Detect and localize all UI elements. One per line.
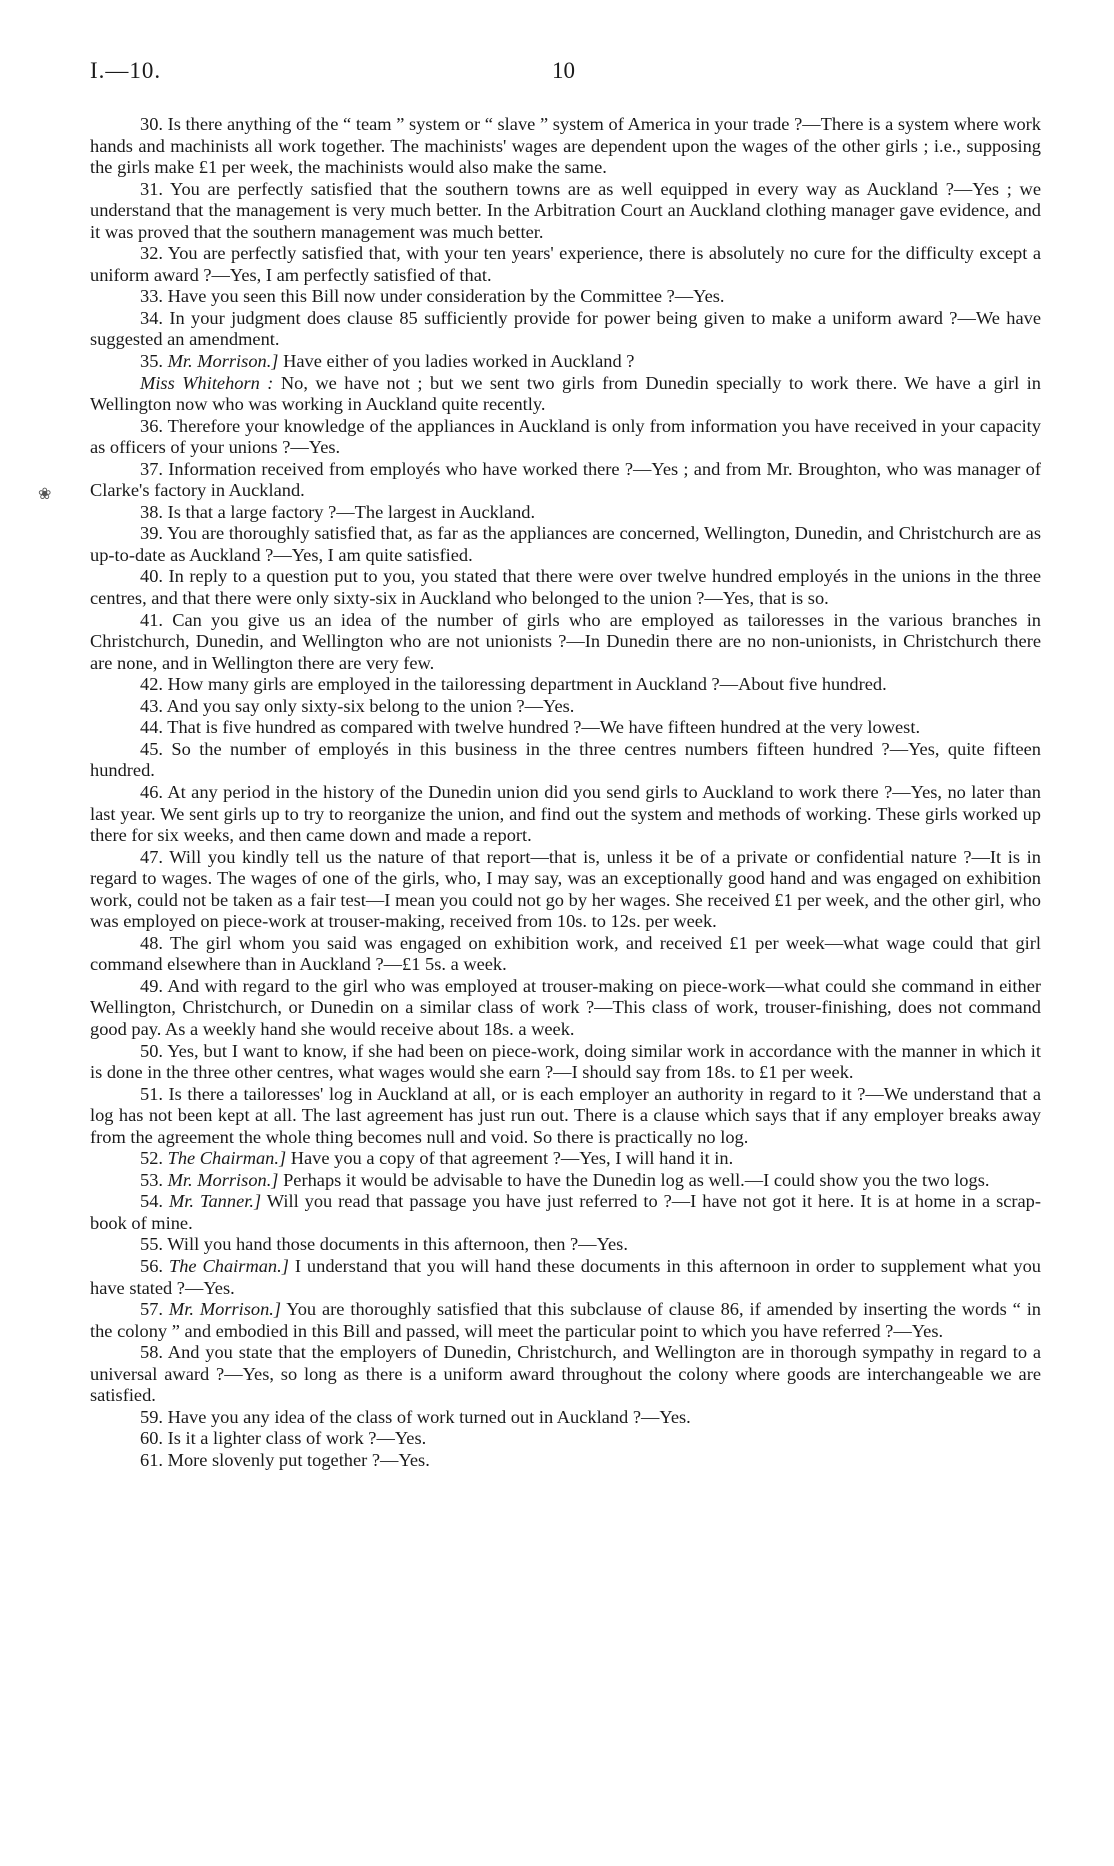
paragraph-text: 30. Is there anything of the “ team ” system or “ slave ” system of America in your trade ?—There is a system where work hands and machinists all work together. The machinists' wages are dependent upon the wages of the other girls ; i.e., supposing the girls make £1 per week, the machinists would also make the same. (90, 114, 1041, 178)
paragraph-text: 61. More slovenly put together ?—Yes. (140, 1449, 430, 1470)
paragraph-text: 35. (140, 351, 168, 372)
page-header (0, 58, 1114, 94)
evidence-paragraph (90, 114, 1041, 179)
paragraph-text: Will you read that passage you have just referred to ?—I have not got it here. It is at home in a scrap-book of mine. (90, 1191, 1041, 1233)
margin-mark-icon: ❀ (38, 486, 52, 503)
paragraph-text: 52. (140, 1148, 168, 1169)
evidence-paragraph (90, 847, 1041, 933)
paragraph-text: 43. And you say only sixty-six belong to the union ?—Yes. (140, 695, 575, 716)
speaker-name: Miss Whitehorn : (140, 372, 274, 393)
evidence-paragraph (90, 1234, 1041, 1256)
paragraph-text: 49. And with regard to the girl who was employed at trouser-making on piece-work—what could she command in either Wellington, Christchurch, or Dunedin on a similar class of work ?—This class of work, trouser-finishing, does not command good pay. As a weekly hand she would receive about 18s. a week. (90, 975, 1041, 1039)
evidence-paragraph (90, 1084, 1041, 1149)
paper-reference: I.—10. (90, 58, 162, 83)
evidence-paragraph (90, 1450, 1041, 1472)
speaker-name: Mr. Morrison.] (168, 1299, 282, 1320)
evidence-paragraph (90, 1256, 1041, 1299)
evidence-paragraph (90, 523, 1041, 566)
evidence-paragraph (90, 566, 1041, 609)
page-number: 10 (552, 58, 575, 83)
paragraph-text: 42. How many girls are employed in the tailoressing department in Auckland ?—About five hundred. (140, 674, 887, 695)
evidence-paragraph (90, 179, 1041, 244)
paragraph-text: 36. Therefore your knowledge of the appliances in Auckland is only from information you have received in your capacity as officers of your unions ?—Yes. (90, 415, 1041, 458)
paragraph-text: 47. Will you kindly tell us the nature of that report—that is, unless it be of a private or confidential nature ?—It is in regard to wages. The wages of one of the girls, who, I may say, was an exceptionally good hand and was engaged on exhibition work, could not be taken as a fair test—I mean you could not go by her wages. She received £1 per week, and the other girl, who was employed on piece-work at trouser-making, received from 10s. to 12s. per week. (90, 846, 1041, 932)
evidence-paragraph (90, 739, 1041, 782)
paragraph-text: No, we have not ; but we sent two girls from Dunedin specially to work there. We have a girl in Wellington now who was working in Auckland quite recently. (90, 372, 1041, 415)
paragraph-text: 53. (140, 1169, 168, 1190)
paragraph-text: 56. (140, 1255, 169, 1276)
evidence-paragraph (90, 1170, 1041, 1192)
paragraph-text: 46. At any period in the history of the Dunedin union did you send girls to Auckland to work there ?—Yes, no later than last year. We sent girls up to try to reorganize the union, and find out the system and methods of working. These girls worked up there for six weeks, and then came down and made a report. (90, 781, 1041, 846)
paragraph-text: I understand that you will hand these documents in this afternoon in order to supplement what you have stated ?—Yes. (90, 1255, 1041, 1298)
evidence-paragraph (90, 351, 1041, 373)
paragraph-text: 38. Is that a large factory ?—The largest in Auckland. (140, 501, 536, 522)
paragraph-text: 33. Have you seen this Bill now under consideration by the Committee ?—Yes. (140, 286, 725, 307)
paragraph-text: 50. Yes, but I want to know, if she had been on piece-work, doing similar work in accordance with the manner in which it is done in the three other centres, what wages would she earn ?—I should say from 18s. to £1 per week. (90, 1040, 1041, 1083)
speaker-name: The Chairman.] (167, 1148, 287, 1169)
speaker-name: Mr. Morrison.] (167, 1169, 279, 1190)
evidence-paragraph (90, 1148, 1041, 1170)
evidence-paragraph (90, 1407, 1041, 1429)
evidence-paragraph (90, 976, 1041, 1041)
paragraph-text: Perhaps it would be advisable to have the Dunedin log as well.—I could show you the two logs. (278, 1169, 990, 1190)
evidence-paragraph (90, 286, 1041, 308)
evidence-paragraph (90, 933, 1041, 976)
paragraph-text: 40. In reply to a question put to you, you stated that there were over twelve hundred employés in the unions in the three centres, and that there were only sixty-six in Auckland who belonged to the union ?—Yes, that is so. (90, 566, 1041, 609)
paragraph-text: Have either of you ladies worked in Auckland ? (278, 351, 635, 372)
evidence-paragraph (90, 459, 1041, 502)
paragraph-text: Have you a copy of that agreement ?—Yes, I will hand it in. (286, 1148, 734, 1169)
evidence-paragraph (90, 674, 1041, 696)
paragraph-text: 31. You are perfectly satisfied that the southern towns are as well equipped in every way as Auckland ?—Yes ; we understand that the management is very much better. In the Arbitration Court an Auckland clothing manager gave evidence, and it was proved that the southern management was much better. (90, 178, 1041, 242)
paragraph-text: 41. Can you give us an idea of the number of girls who are employed as tailoresses in the various branches in Christchurch, Dunedin, and Wellington who are not unionists ?—In Dunedin there are no non-unionists, in Christchurch there are none, and in Wellington there are very few. (90, 609, 1041, 673)
paragraph-text: 51. Is there a tailoresses' log in Auckland at all, or is each employer an authority in regard to it ?—We understand that a log has not been kept at all. The last agreement has just run out. There is a clause which says that if any employer breaks away from the agreement the whole thing becomes null and void. So there is practically no log. (90, 1083, 1041, 1147)
paragraph-text: 57. (140, 1299, 169, 1320)
evidence-paragraph (90, 696, 1041, 718)
evidence-paragraph (90, 1342, 1041, 1407)
paragraph-text: 34. In your judgment does clause 85 sufficiently provide for power being given to make a uniform award ?—We have suggested an amendment. (90, 307, 1041, 350)
evidence-paragraph (90, 1428, 1041, 1450)
evidence-paragraph (90, 1299, 1041, 1342)
paragraph-text: 60. Is it a lighter class of work ?—Yes. (140, 1428, 427, 1449)
evidence-text (90, 114, 1041, 1471)
evidence-paragraph (90, 416, 1041, 459)
paragraph-text: 39. You are thoroughly satisfied that, as far as the appliances are concerned, Wellington, Dunedin, and Christchurch are as up-to-date as Auckland ?—Yes, I am quite satisfied. (90, 523, 1041, 565)
evidence-paragraph (90, 308, 1041, 351)
evidence-paragraph (90, 373, 1041, 416)
paragraph-text: 45. So the number of employés in this business in the three centres numbers fifteen hundred ?—Yes, quite fifteen hundred. (90, 738, 1041, 781)
evidence-paragraph (90, 502, 1041, 524)
speaker-name: Mr. Morrison.] (167, 351, 279, 372)
evidence-paragraph (90, 782, 1041, 847)
paragraph-text: 32. You are perfectly satisfied that, with your ten years' experience, there is absolutely no cure for the difficulty except a uniform award ?—Yes, I am perfectly satisfied of that. (90, 243, 1041, 285)
paragraph-text: You are thoroughly satisfied that this subclause of clause 86, if amended by inserting the words “ in the colony ” and embodied in this Bill and passed, will meet the particular point to which you have referred ?—Yes. (90, 1299, 1041, 1341)
paragraph-text: 59. Have you any idea of the class of work turned out in Auckland ?—Yes. (140, 1406, 691, 1427)
paragraph-text: 37. Information received from employés who have worked there ?—Yes ; and from Mr. Broughton, who was manager of Clarke's factory in Auckland. (90, 458, 1041, 501)
paragraph-text: 58. And you state that the employers of Dunedin, Christchurch, and Wellington are in thorough sympathy in regard to a universal award ?—Yes, so long as there is a uniform award throughout the colony where goods are interchangeable we are satisfied. (90, 1342, 1041, 1406)
paragraph-text: 44. That is five hundred as compared with twelve hundred ?—We have fifteen hundred at the very lowest. (140, 717, 921, 738)
evidence-paragraph (90, 717, 1041, 739)
evidence-paragraph (90, 1041, 1041, 1084)
evidence-paragraph (90, 610, 1041, 675)
paragraph-text: 55. Will you hand those documents in this afternoon, then ?—Yes. (140, 1234, 628, 1255)
paragraph-text: 48. The girl whom you said was engaged on exhibition work, and received £1 per week—what wage could that girl command elsewhere than in Auckland ?—£1 5s. a week. (90, 932, 1041, 975)
evidence-paragraph (90, 243, 1041, 286)
evidence-paragraph (90, 1191, 1041, 1234)
speaker-name: Mr. Tanner.] (168, 1191, 262, 1212)
paragraph-text: 54. (140, 1191, 169, 1212)
speaker-name: The Chairman.] (168, 1255, 289, 1276)
